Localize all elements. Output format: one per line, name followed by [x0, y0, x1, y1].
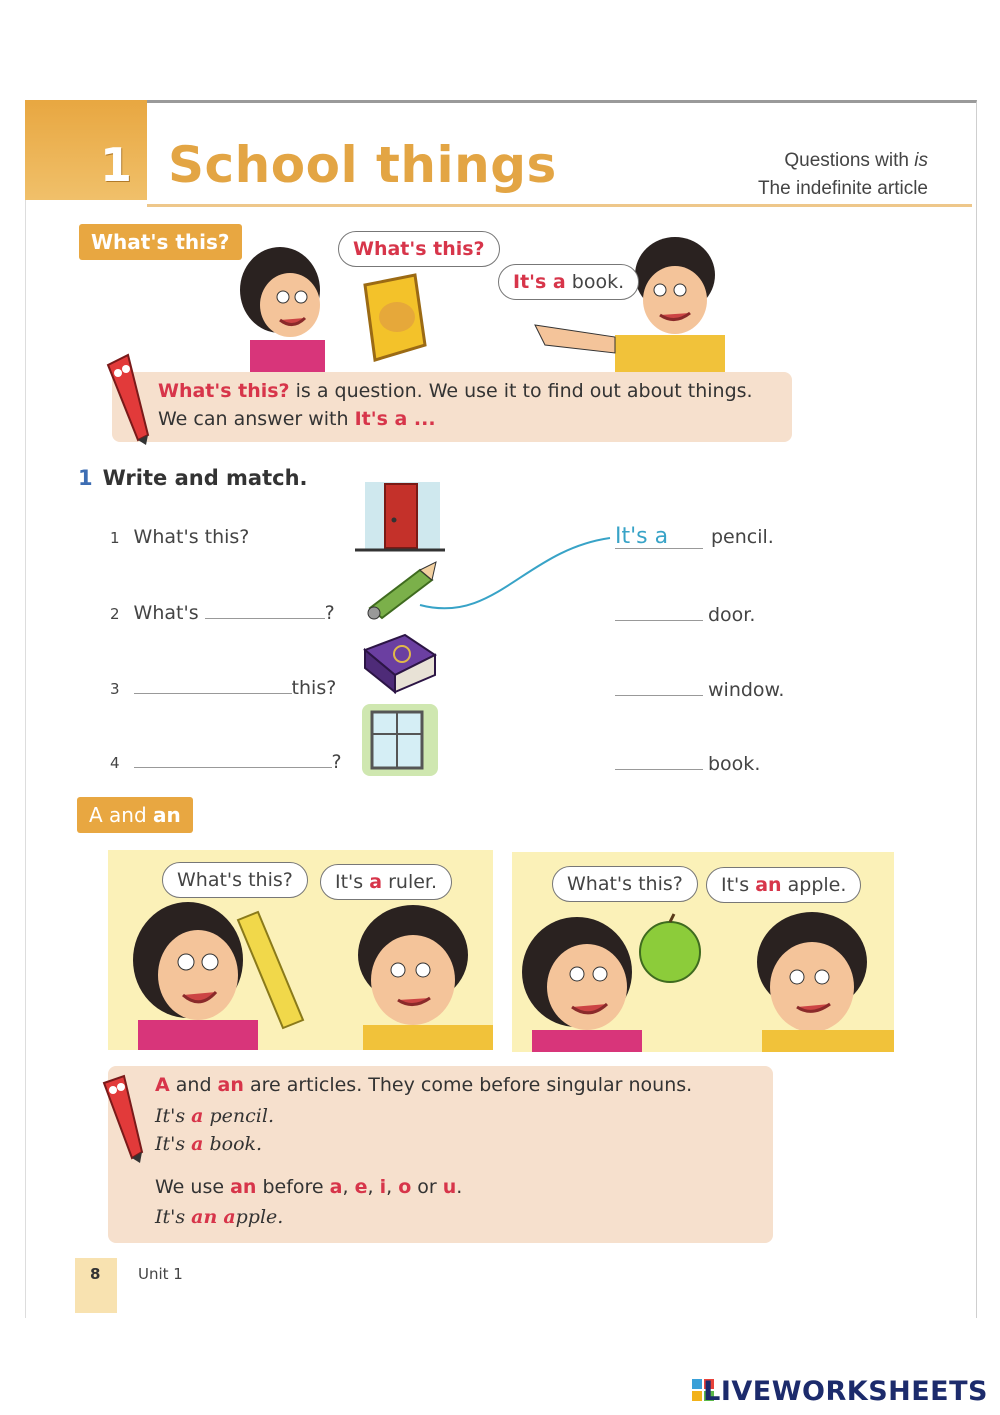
speech-bubble-boy: It's a book.	[498, 264, 639, 300]
grammar-note-1	[112, 372, 792, 442]
note1-line1: What's this? is a question. We use it to find out about things.	[158, 380, 753, 402]
note1-line2: We can answer with It's a ...	[158, 408, 436, 430]
answer-blank-a3[interactable]	[615, 677, 703, 696]
page-title: School things	[168, 136, 557, 194]
note2-line5: It's an apple.	[155, 1206, 284, 1228]
exercise-row-1: 1 What's this?	[110, 526, 250, 548]
exercise-row-4: 4 ?	[110, 751, 342, 773]
book-icon	[360, 630, 440, 695]
section-tag-a-and-an: A and an	[77, 797, 193, 833]
note2-line2: It's a pencil.	[155, 1105, 274, 1127]
answer-blank-q4[interactable]	[134, 749, 332, 768]
grammar-note-2	[108, 1066, 773, 1243]
header-divider	[147, 204, 972, 207]
speech-bubble-girl: What's this?	[338, 231, 500, 267]
match-line	[415, 530, 615, 620]
liveworksheets-watermark[interactable]: LIVEWORKSHEETS	[703, 1376, 988, 1407]
page-number: 8	[90, 1265, 101, 1283]
answer-1: It's a pencil.	[615, 524, 774, 549]
answer-3: window.	[615, 677, 784, 701]
exercise-row-2: 2 What's ?	[110, 602, 335, 624]
footer-unit-label: Unit 1	[138, 1265, 183, 1283]
speech-bubble-apple-answer: It's an apple.	[706, 867, 861, 903]
topics	[758, 147, 928, 203]
speech-bubble-ruler-answer: It's a ruler.	[320, 864, 452, 900]
unit-number: 1	[100, 138, 133, 192]
topic-1: Questions with is	[784, 150, 928, 171]
topic-2: The indefinite article	[757, 178, 928, 199]
note2-line4: We use an before a, e, i, o or u.	[155, 1176, 463, 1198]
pencil-mascot-icon-2	[96, 1068, 146, 1163]
pencil-mascot-icon	[100, 345, 150, 445]
speech-bubble-ruler-question: What's this?	[162, 862, 308, 898]
section-tag-whats-this: What's this?	[79, 224, 242, 260]
answer-blank-a2[interactable]	[615, 602, 703, 621]
note2-line1: A and an are articles. They come before singular nouns.	[155, 1074, 693, 1096]
answer-blank-a4[interactable]	[615, 751, 703, 770]
answer-2: door.	[615, 602, 755, 626]
window-icon	[362, 704, 438, 776]
answer-blank-q3[interactable]	[134, 675, 292, 694]
answer-4: book.	[615, 751, 760, 775]
speech-bubble-apple-question: What's this?	[552, 866, 698, 902]
answer-blank-q2[interactable]	[205, 600, 325, 619]
exercise-row-3: 3 this?	[110, 677, 337, 699]
exercise-heading: 1 Write and match.	[78, 466, 308, 490]
note2-line3: It's a book.	[155, 1133, 263, 1155]
